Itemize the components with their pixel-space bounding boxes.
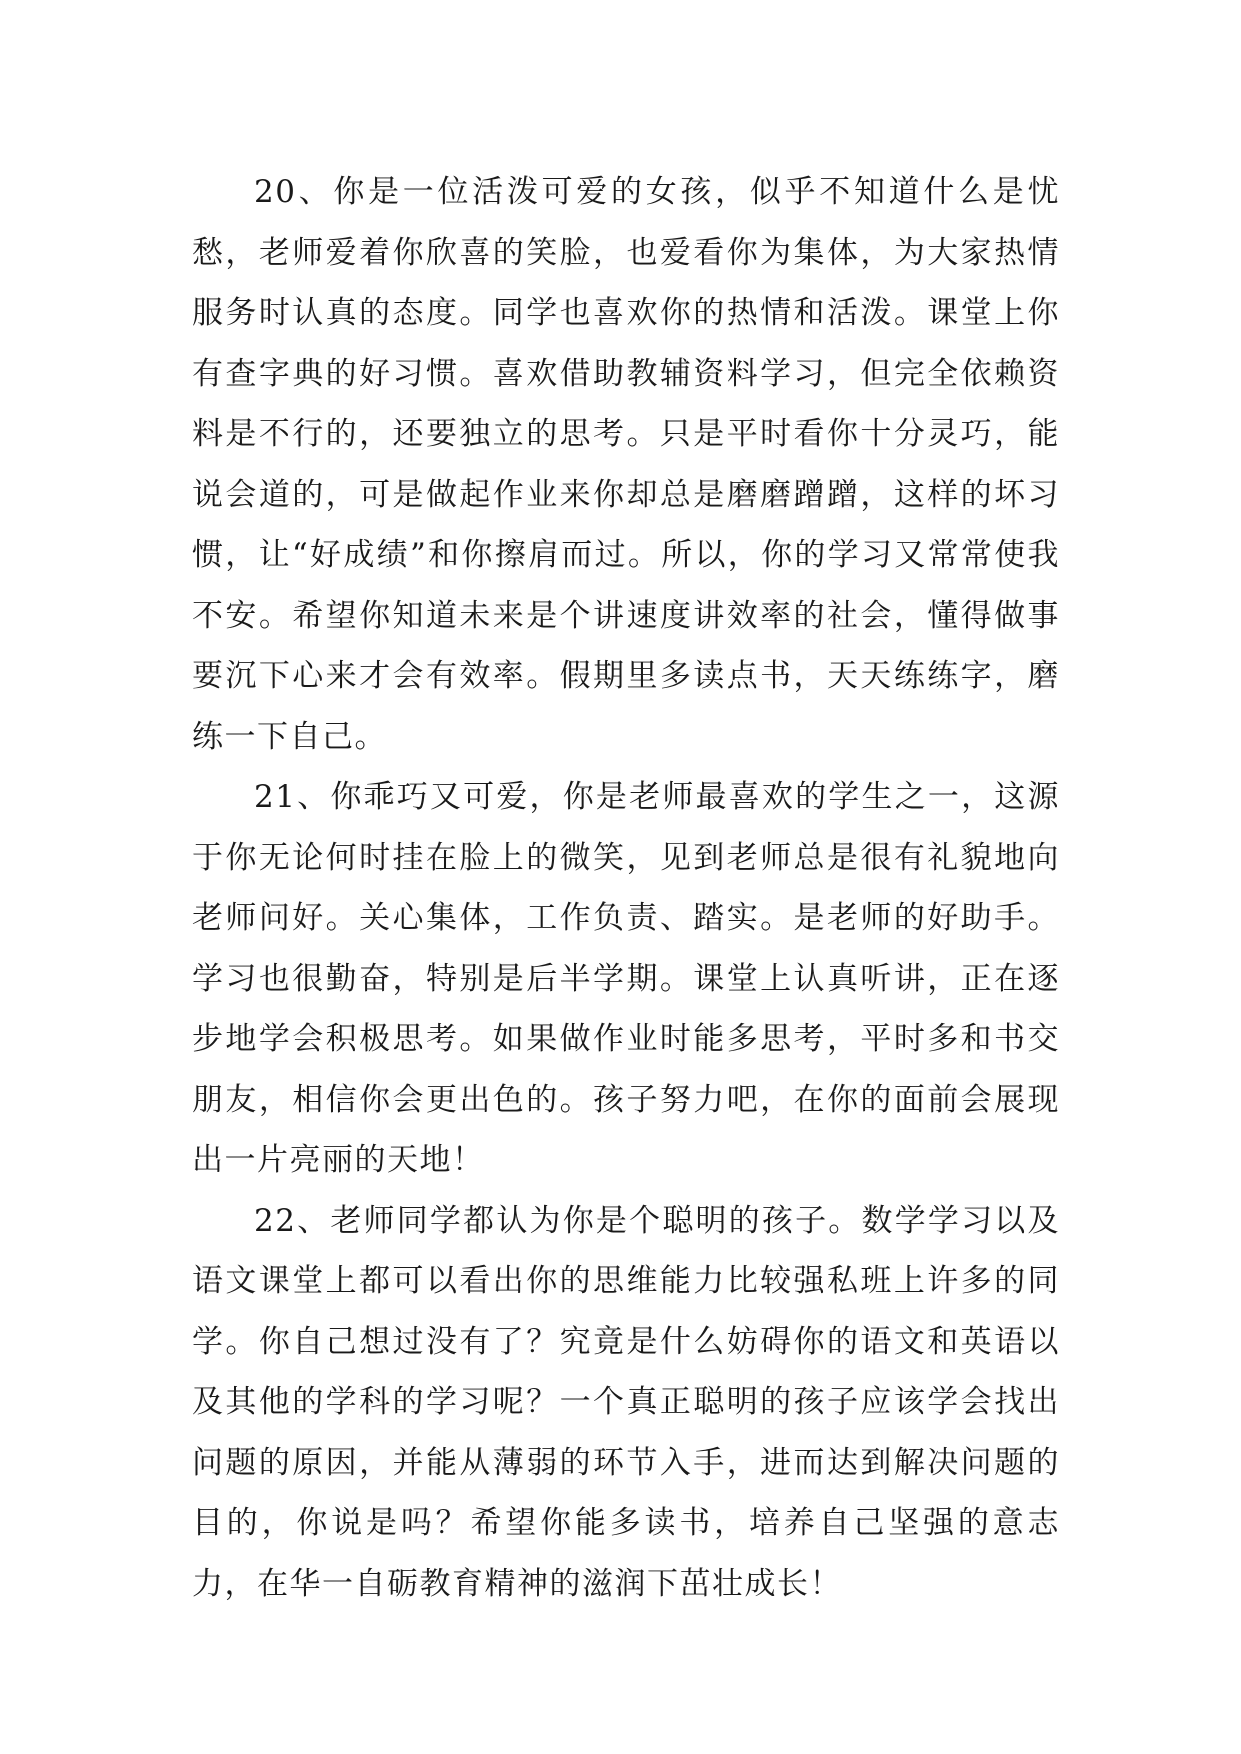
comment-paragraph-20: 20、你是一位活泼可爱的女孩，似乎不知道什么是忧愁，老师爱着你欣喜的笑脸，也爱看你为集体，为大家热情服务时认真的态度。同学也喜欢你的热情和活泼。课堂上你有查字典的好习惯。喜欢借助教辅资料学习，但完全依赖资料是不行的，还要独立的思考。只是平时看你十分灵巧，能说会道的，可是做起作业来你却总是磨磨蹭蹭，这样的坏习惯，让“好成绩”和你擦肩而过。所以，你的学习又常常使我不安。希望你知道未来是个讲速度讲效率的社会，懂得做事要沉下心来才会有效率。假期里多读点书，天天练练字，磨练一下自己。 [192,174,1060,755]
comment-paragraph-21: 21、你乖巧又可爱，你是老师最喜欢的学生之一，这源于你无论何时挂在脸上的微笑，见到老师总是很有礼貌地向老师问好。关心集体，工作负责、踏实。是老师的好助手。学习也很勤奋，特别是后半学期。课堂上认真听讲，正在逐步地学会积极思考。如果做作业时能多思考，平时多和书交朋友，相信你会更出色的。孩子努力吧，在你的面前会展现出一片亮丽的天地！ [192,779,1060,1178]
comment-paragraph-22: 22、老师同学都认为你是个聪明的孩子。数学学习以及语文课堂上都可以看出你的思维能力比较强私班上许多的同学。你自己想过没有了？究竟是什么妨碍你的语文和英语以及其他的学科的学习呢？一个真正聪明的孩子应该学会找出问题的原因，并能从薄弱的环节入手，进而达到解决问题的目的，你说是吗？希望你能多读书，培养自己坚强的意志力，在华一自砺教育精神的滋润下茁壮成长！ [192,1202,1060,1602]
document-body [192,162,1060,1614]
